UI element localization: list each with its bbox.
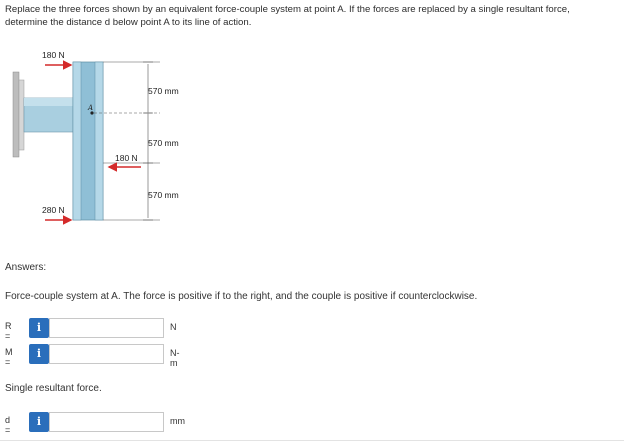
wall (13, 72, 19, 157)
dimension-label-3: 570 mm (148, 190, 179, 200)
point-a-label: A (88, 104, 94, 112)
m-input[interactable] (49, 344, 164, 364)
problem-line-1: Replace the three forces shown by an equivalent force-couple system at point A. If the forces are replaced by a single resultant force, (5, 4, 570, 15)
answer-unit-r: N (170, 322, 177, 332)
answer-label-d: d = (5, 415, 11, 435)
problem-line-2: determine the distance d below point A to its line of action. (5, 17, 252, 28)
force-label-bottom: 280 N (42, 205, 65, 215)
force-diagram (5, 50, 195, 240)
column-flange-left (73, 62, 81, 220)
answer-label-r: R = (5, 321, 12, 341)
answer-unit-m: N-m (170, 348, 180, 368)
info-icon[interactable]: i (29, 318, 49, 338)
answer-unit-d: mm (170, 416, 185, 426)
dimension-label-2: 570 mm (148, 138, 179, 148)
force-label-top: 180 N (42, 50, 65, 60)
d-input[interactable] (49, 412, 164, 432)
answer-label-m: M = (5, 347, 13, 367)
force-label-middle: 180 N (115, 153, 138, 163)
problem-statement (5, 3, 620, 29)
answers-instructions: Force-couple system at A. The force is positive if to the right, and the couple is positive if counterclockwise. (5, 291, 478, 302)
divider (0, 440, 624, 441)
info-icon[interactable]: i (29, 344, 49, 364)
column-flange-right (95, 62, 103, 220)
dimension-label-1: 570 mm (148, 86, 179, 96)
answers-heading: Answers: (5, 262, 47, 273)
single-resultant-heading: Single resultant force. (5, 383, 102, 394)
info-icon[interactable]: i (29, 412, 49, 432)
wall-plate (19, 80, 24, 150)
r-input[interactable] (49, 318, 164, 338)
